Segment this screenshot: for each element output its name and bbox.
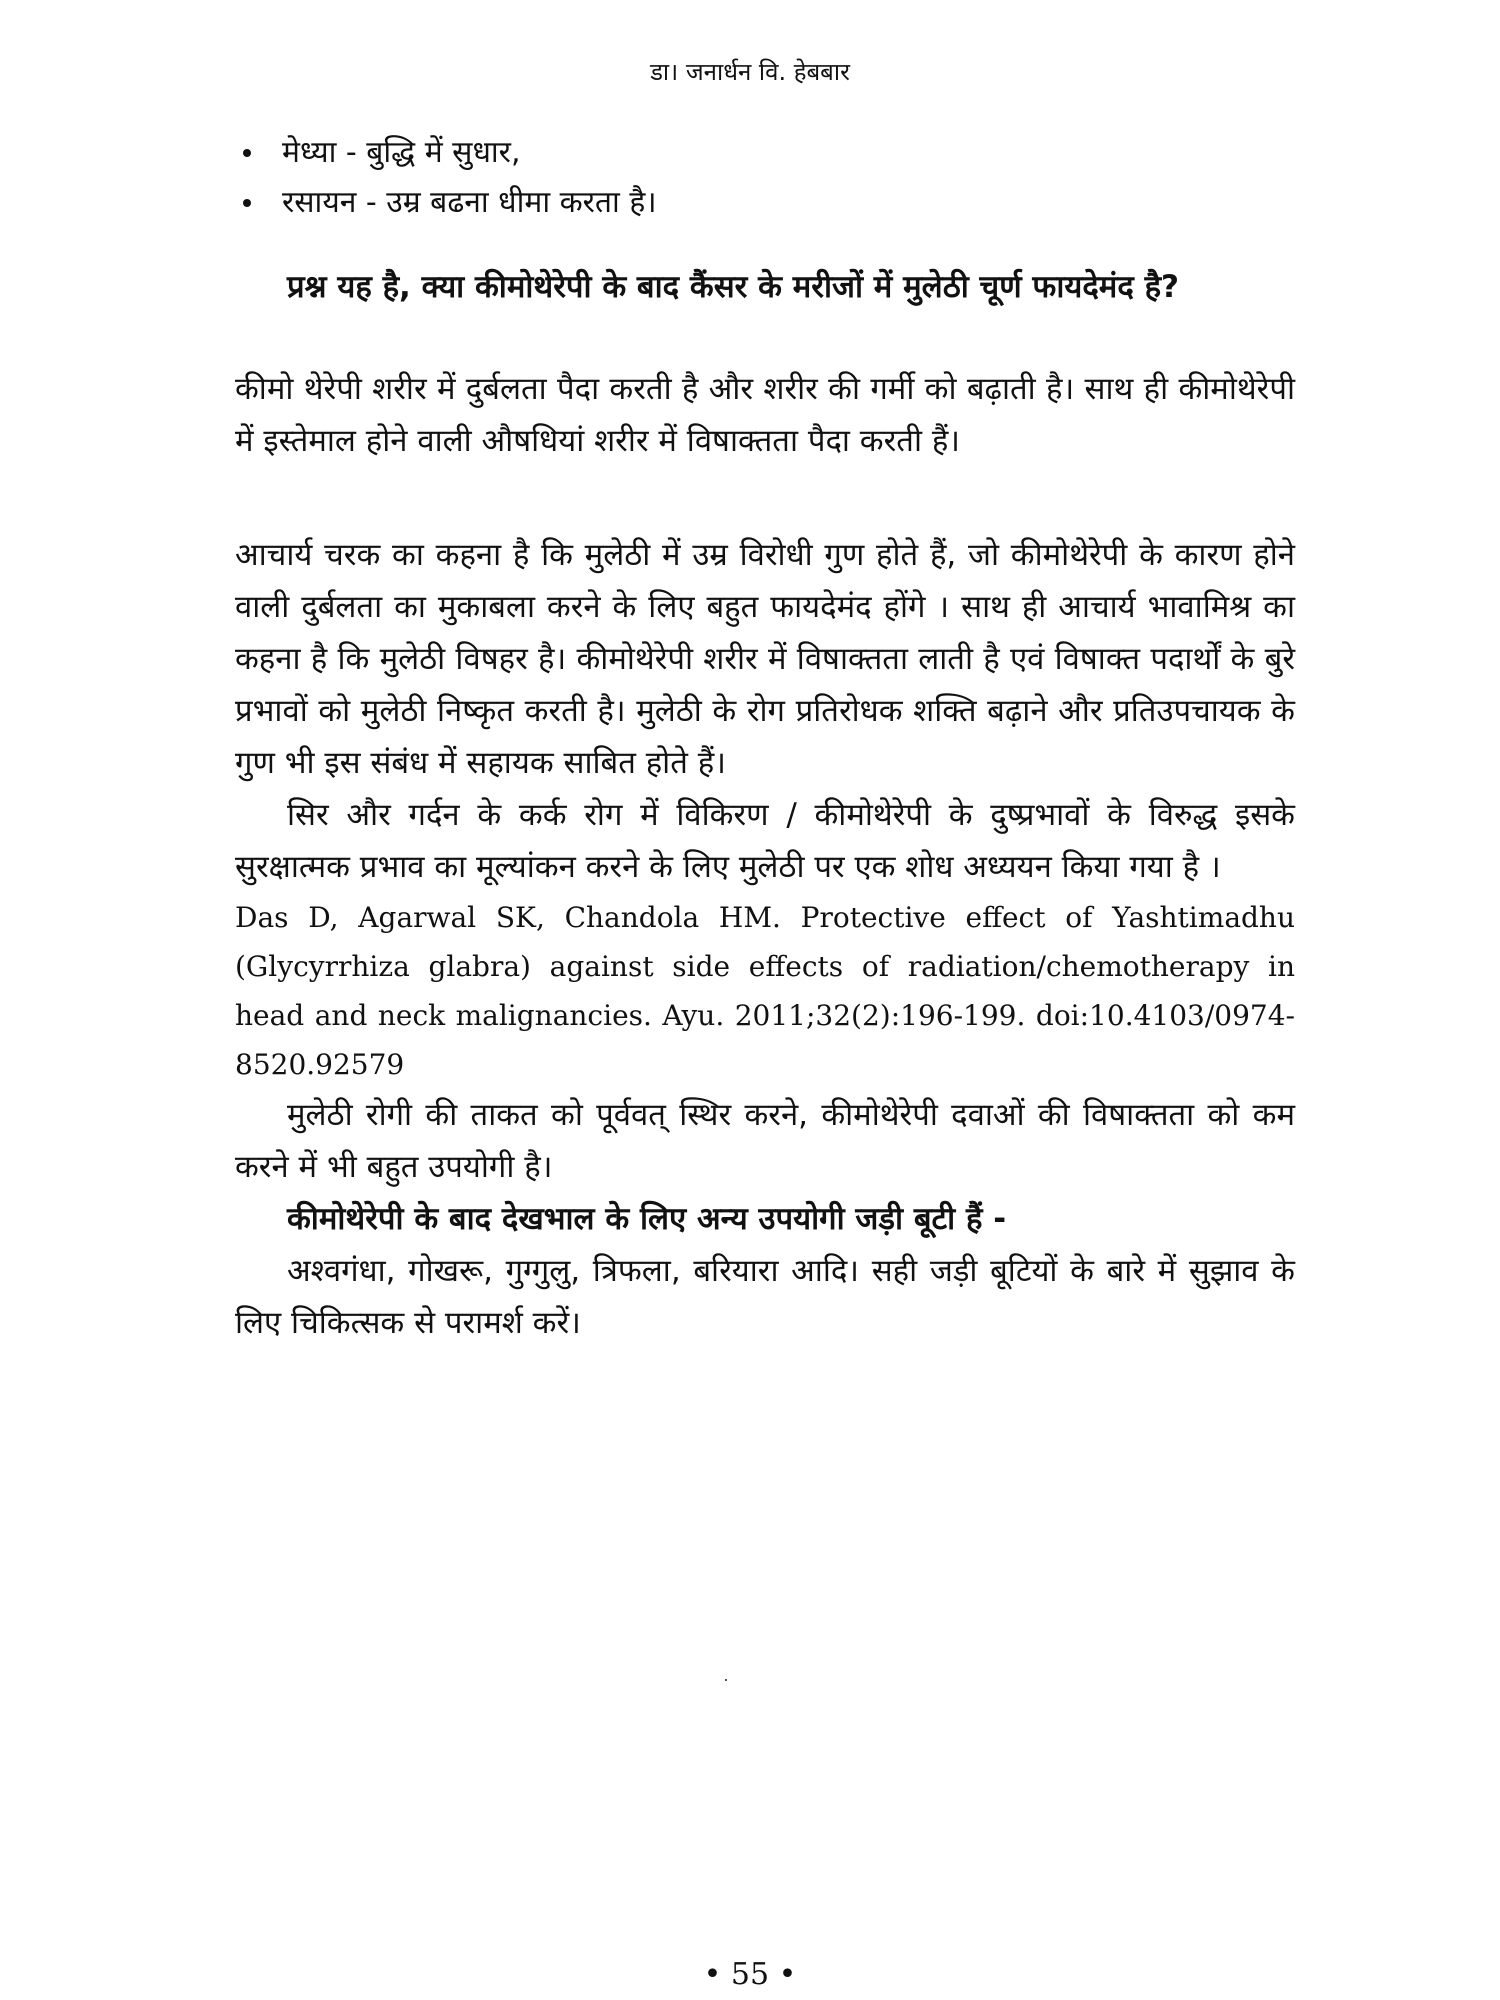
reference-citation: Das D, Agarwal SK, Chandola HM. Protective effect of Yashtimadhu (Glycyrrhiza glabra) against side effects of radiation/chemotherapy in head and neck malignancies. Ayu. 2011;32(2):196-199. doi:10.4103/0974-8520.92579 (235, 901, 1295, 1081)
paragraph-other-herbs: अश्वगंधा, गोखरू, गुग्गुलु, त्रिफला, बरियारा आदि। सही जड़ी बूटियों के बारे में सुझाव के लिए चिकित्सक से परामर्श करें। (235, 1253, 1295, 1341)
print-speck (725, 1679, 727, 1681)
paragraph-strength: मुलेठी रोगी की ताकत को पूर्ववत् स्थिर करने, कीमोथेरेपी दवाओं की विषाक्तता को कम करने में भी बहुत उपयोगी है। (235, 1097, 1295, 1185)
running-head: डा। जनार्धन वि. हेबबार (650, 58, 850, 86)
paragraph-chemo-effects: कीमो थेरेपी शरीर में दुर्बलता पैदा करती है और शरीर की गर्मी को बढ़ाती है। साथ ही कीमोथेरेपी में इस्तेमाल होने वाली औषधियां शरीर में विषाक्तता पैदा करती हैं। (235, 371, 1295, 459)
other-herbs-heading: कीमोथेरेपी के बाद देखभाल के लिए अन्य उपयोगी जड़ी बूटी हैं - (287, 1201, 1007, 1237)
paragraph-study: सिर और गर्दन के कर्क रोग में विकिरण / कीमोथेरेपी के दुष्प्रभावों के विरुद्ध इसके सुरक्षात्मक प्रभाव का मूल्यांकन करने के लिए मुलेठी पर एक शोध अध्ययन किया गया है । (235, 797, 1295, 885)
list-item-text: रसायन - उम्र बढना धीमा करता है। (282, 185, 657, 220)
page-body (235, 128, 1295, 1349)
bullet-icon (243, 199, 251, 207)
list-item (235, 128, 1295, 178)
page-number: • 55 • (703, 1957, 797, 1992)
bullet-icon (243, 149, 251, 157)
benefits-list (235, 128, 1295, 228)
question-heading: प्रश्न यह है, क्या कीमोथेरेपी के बाद कैंसर के मरीजों में मुलेठी चूर्ण फायदेमंद है? (287, 269, 1180, 305)
list-item-text: मेध्या - बुद्धि में सुधार, (282, 135, 521, 170)
paragraph-charak: आचार्य चरक का कहना है कि मुलेठी में उम्र विरोधी गुण होते हैं, जो कीमोथेरेपी के कारण होने वाली दुर्बलता का मुकाबला करने के लिए बहुत फायदेमंद होंगे । साथ ही आचार्य भावामिश्र का कहना है कि मुलेठी विषहर है। कीमोथेरेपी शरीर में विषाक्तता लाती है एवं विषाक्त पदार्थों के बुरे प्रभावों को मुलेठी निष्कृत करती है। मुलेठी के रोग प्रतिरोधक शक्ति बढ़ाने और प्रतिउपचायक के गुण भी इस संबंध में सहायक साबित होते हैं। (235, 537, 1295, 781)
list-item (235, 178, 1295, 228)
